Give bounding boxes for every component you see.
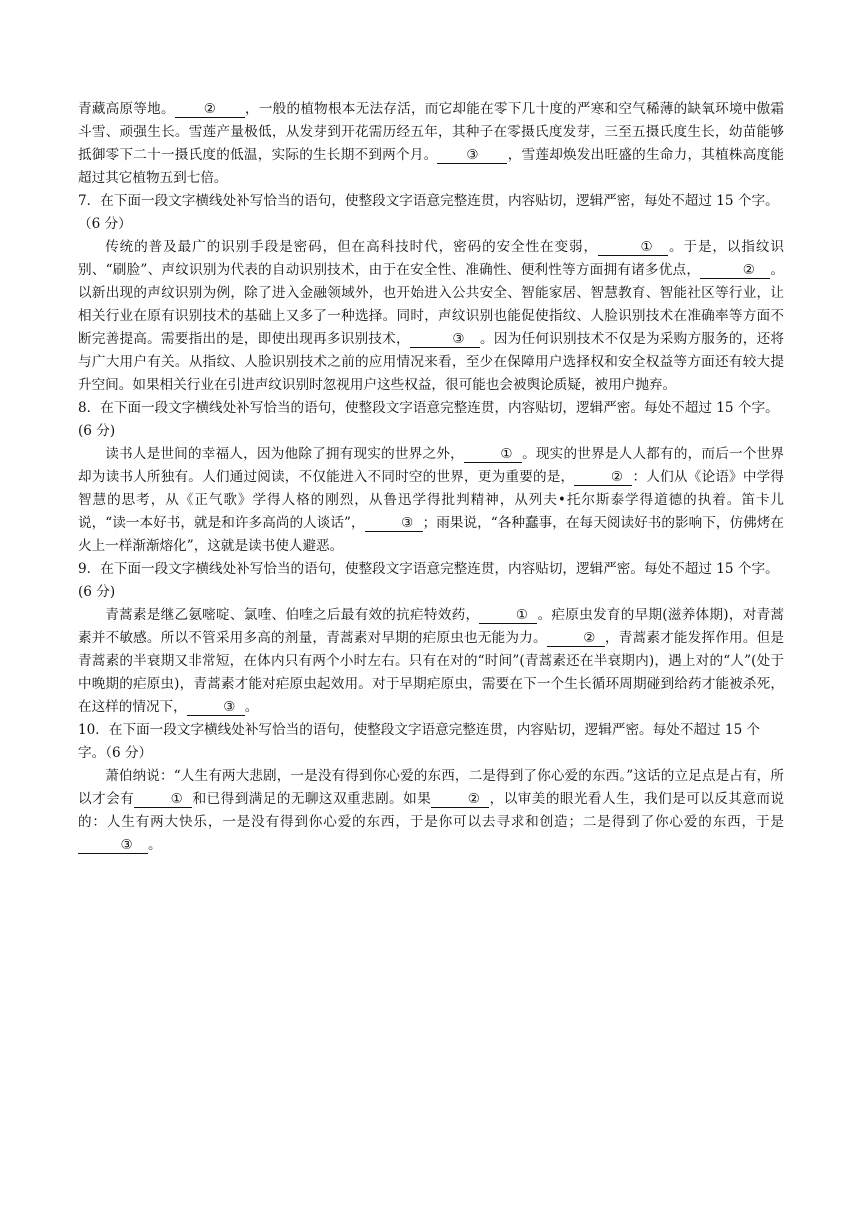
text-segment: 。以新出现的声纹识别为例，除了进入金融领域外，也开始进入公共安全、智能家居、智慧教育、智能社区等行业，让相关行业在原有识别技术的基础上又多了一种选择。同时，声纹识别也能促使指纹、人脸识别技术在准确率等方面不断完善提高。需要指出的是，即使出现再多识别技术，: [78, 262, 785, 347]
text-segment: ：人们从《论语》中学得智慧的思考，从《正气歌》学得人格的刚烈，从鲁迅学得批判精神，从列夫•托尔斯泰学得道德的执着。笛卡儿说，“读一本好书，就是和许多高尚的人谈话”，: [78, 469, 785, 531]
question-8-title: 8．在下面一段文字横线处补写恰当的语句，使整段文字语意完整连贯，内容贴切，逻辑严密。每处不超过 15 个字。(6 分): [78, 400, 779, 439]
answer-blank-2[interactable]: ②: [431, 791, 489, 808]
text-segment: ，雪莲却焕发出旺盛的生命力，其植株高度能超过其它植物五到七倍。: [78, 147, 785, 186]
text-segment: 萧伯纳说：“人生有两大悲剧，一是没有得到你心爱的东西，二是得到了你心爱的东西。”这话的立足点是占有，所以才会有: [78, 768, 784, 807]
answer-blank-2[interactable]: ②: [574, 469, 632, 486]
text-segment: 。于是，以指纹识别、“刷脸”、声纹识别为代表的自动识别技术，由于在安全性、准确性、便利性等方面拥有诸多优点，: [78, 239, 785, 278]
question-7-passage: [78, 236, 784, 397]
answer-blank-3[interactable]: ③: [437, 147, 507, 164]
text-segment: 和已得到满足的无聊这双重悲剧。如果: [192, 791, 432, 807]
question-9-title: 9．在下面一段文字横线处补写恰当的语句，使整段文字语意完整连贯，内容贴切，逻辑严密。每处不超过 15 个字。(6 分): [78, 561, 779, 600]
text-segment: 青蒿素是继乙氨嘧啶、氯喹、伯喹之后最有效的抗疟特效药，: [105, 607, 480, 623]
page-content: [78, 98, 784, 857]
text-segment: ；雨果说，“各种蠢事，在每天阅读好书的影响下，仿佛烤在火上一样渐渐熔化”，这就是读书使人避恶。: [78, 515, 785, 554]
answer-blank-3[interactable]: ③: [410, 331, 480, 348]
text-segment: ，一般的植物根本无法存活，而它却能在零下几十度的严寒和空气稀薄的缺氧环境中傲霜斗雪、顽强生长。雪莲产量极低，从发芽到开花需历经五年，其种子在零摄氏度发芽，三至五摄氏度生长，幼苗能够抵御零下二十一摄氏度的低温，实际的生长期不到两个月。: [78, 101, 785, 163]
answer-blank-3[interactable]: ③: [365, 515, 423, 532]
question-10-passage: [78, 765, 784, 857]
text-segment: ，以审美的眼光看人生，我们是可以反其意而说的：人生有两大快乐，一是没有得到你心爱的东西，于是你可以去寻求和创造；二是得到了你心爱的东西，于是: [78, 791, 785, 830]
question-8-passage: [78, 443, 784, 558]
answer-blank-1[interactable]: ①: [598, 239, 668, 256]
question-9-passage: [78, 604, 784, 719]
question-10-title: 10．在下面一段文字横线处补写恰当的语句，使整段文字语意完整连贯，内容贴切，逻辑严密。每处不超过 15 个字。（6 分）: [78, 722, 761, 761]
answer-blank-1[interactable]: ①: [479, 607, 537, 624]
text-segment: 传统的普及最广的识别手段是密码，但在高科技时代，密码的安全性在变弱，: [105, 239, 599, 255]
answer-blank-2[interactable]: ②: [547, 630, 605, 647]
text-segment: 。现实的世界是人人都有的，而后一个世界却为读书人所独有。人们通过阅读，不仅能进入不同时空的世界，更为重要的是，: [78, 446, 785, 485]
text-segment: 。疟原虫发育的早期(滋养体期)，对青蒿素并不敏感。所以不管采用多高的剂量，青蒿素对早期的疟原虫也无能为力。: [78, 607, 785, 646]
answer-blank-3[interactable]: ③: [187, 699, 245, 716]
text-segment: ，青蒿素才能发挥作用。但是青蒿素的半衰期又非常短，在体内只有两个小时左右。只有在对的“时间”(青蒿素还在半衰期内)，遇上对的“人”(处于中晚期的疟原虫)，青蒿素才能对疟原虫起效用。对于早期疟原虫，需要在下一个生长循环周期碰到给药才能被杀死，在这样的情况下，: [78, 630, 784, 715]
answer-blank-1[interactable]: ①: [134, 791, 192, 808]
text-segment: 。: [148, 837, 162, 853]
answer-blank-2[interactable]: ②: [175, 101, 245, 118]
question-7-title: 7．在下面一段文字横线处补写恰当的语句，使整段文字语意完整连贯，内容贴切，逻辑严密，每处不超过 15 个字。（6 分）: [78, 193, 779, 232]
answer-blank-3[interactable]: ③: [78, 837, 148, 854]
answer-blank-2[interactable]: ②: [700, 262, 770, 279]
passage-continuation: [78, 98, 784, 190]
answer-blank-1[interactable]: ①: [464, 446, 522, 463]
text-segment: 。: [244, 699, 259, 715]
text-segment: 青藏高原等地。: [78, 101, 175, 117]
text-segment: 。因为任何识别技术不仅是为采购方服务的，还将与广大用户有关。从指纹、人脸识别技术之前的应用情况来看，至少在保障用户选择权和安全权益等方面还有较大提升空间。如果相关行业在引进声纹识别时忽视用户这些权益，很可能也会被舆论质疑，被用户抛弃。: [78, 331, 785, 393]
text-segment: 读书人是世间的幸福人，因为他除了拥有现实的世界之外，: [105, 446, 464, 462]
